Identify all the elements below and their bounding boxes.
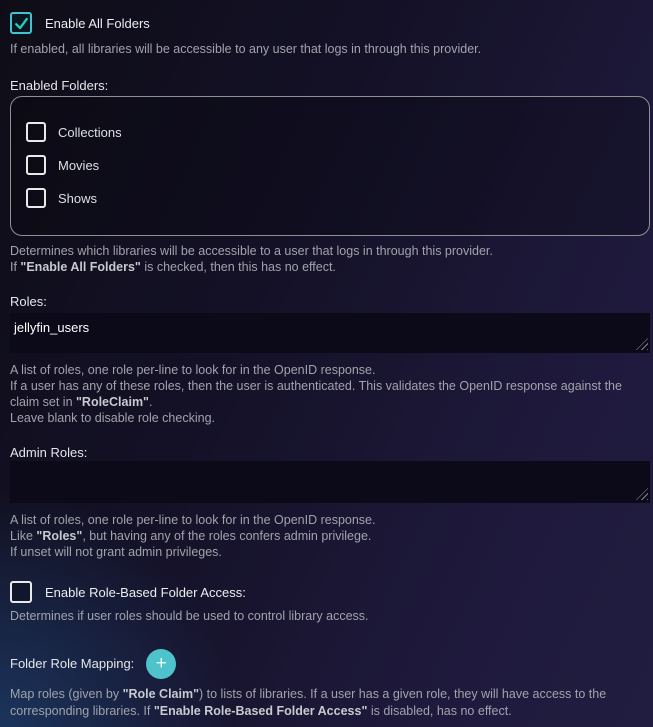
folder-option-shows [26, 188, 634, 208]
role-based-access-label: Enable Role-Based Folder Access: [45, 584, 246, 600]
enable-all-folders-checkbox[interactable] [10, 12, 32, 34]
enabled-folders-description-line2: If "Enable All Folders" is checked, then this has no effect. [10, 260, 336, 274]
enabled-folders-description [10, 243, 650, 275]
admin-roles-textarea-wrap [10, 461, 650, 503]
collections-checkbox[interactable] [26, 122, 46, 142]
admin-roles-label: Admin Roles: [10, 445, 88, 460]
folder-option-movies [26, 155, 634, 175]
admin-roles-description-line1: A list of roles, one role per-line to look for in the OpenID response. [10, 513, 376, 527]
enabled-folders-label: Enabled Folders: [10, 78, 109, 93]
roles-description-line1: A list of roles, one role per-line to look for in the OpenID response. [10, 363, 376, 377]
plus-icon: + [155, 653, 167, 674]
admin-roles-description-line2: Like "Roles", but having any of the roles confers admin privilege. [10, 529, 372, 543]
roles-textarea-wrap [10, 313, 650, 353]
shows-checkbox[interactable] [26, 188, 46, 208]
movies-label: Movies [58, 157, 100, 173]
roles-description [10, 362, 650, 426]
roles-label: Roles: [10, 294, 47, 309]
admin-roles-description-line3: If unset will not grant admin privileges. [10, 545, 222, 559]
folder-role-mapping-label: Folder Role Mapping: [10, 656, 135, 671]
admin-roles-description [10, 512, 650, 560]
folder-option-collections [26, 122, 634, 142]
role-based-access-description: Determines if user roles should be used to control library access. [10, 609, 369, 623]
roles-description-line3: Leave blank to disable role checking. [10, 411, 215, 425]
enable-all-folders-label: Enable All Folders [45, 15, 150, 31]
roles-textarea[interactable] [10, 313, 650, 353]
folder-role-mapping-row [10, 649, 650, 679]
folder-role-mapping-description: Map roles (given by "Role Claim") to lists of libraries. If a user has a given role, they will have access to the corresponding libraries. If "Enable Role-Based Folder Access" is disabled, has no effect. [10, 687, 607, 718]
enable-all-folders-row [10, 11, 650, 35]
enabled-folders-fieldset [10, 96, 650, 236]
checkmark-icon [13, 15, 30, 32]
role-based-access-checkbox[interactable] [10, 581, 32, 603]
movies-checkbox[interactable] [26, 155, 46, 175]
role-based-access-row [10, 580, 650, 604]
collections-label: Collections [58, 124, 122, 140]
shows-label: Shows [58, 190, 98, 206]
enabled-folders-description-line1: Determines which libraries will be accessible to a user that logs in through this provider. [10, 244, 493, 258]
roles-description-line2: If a user has any of these roles, then the user is authenticated. This validates the OpenID response against the claim set in "RoleClaim". [10, 379, 622, 409]
enable-all-folders-description: If enabled, all libraries will be accessible to any user that logs in through this provider. [10, 42, 482, 56]
admin-roles-textarea[interactable] [10, 461, 650, 503]
add-mapping-button[interactable] [146, 649, 176, 679]
